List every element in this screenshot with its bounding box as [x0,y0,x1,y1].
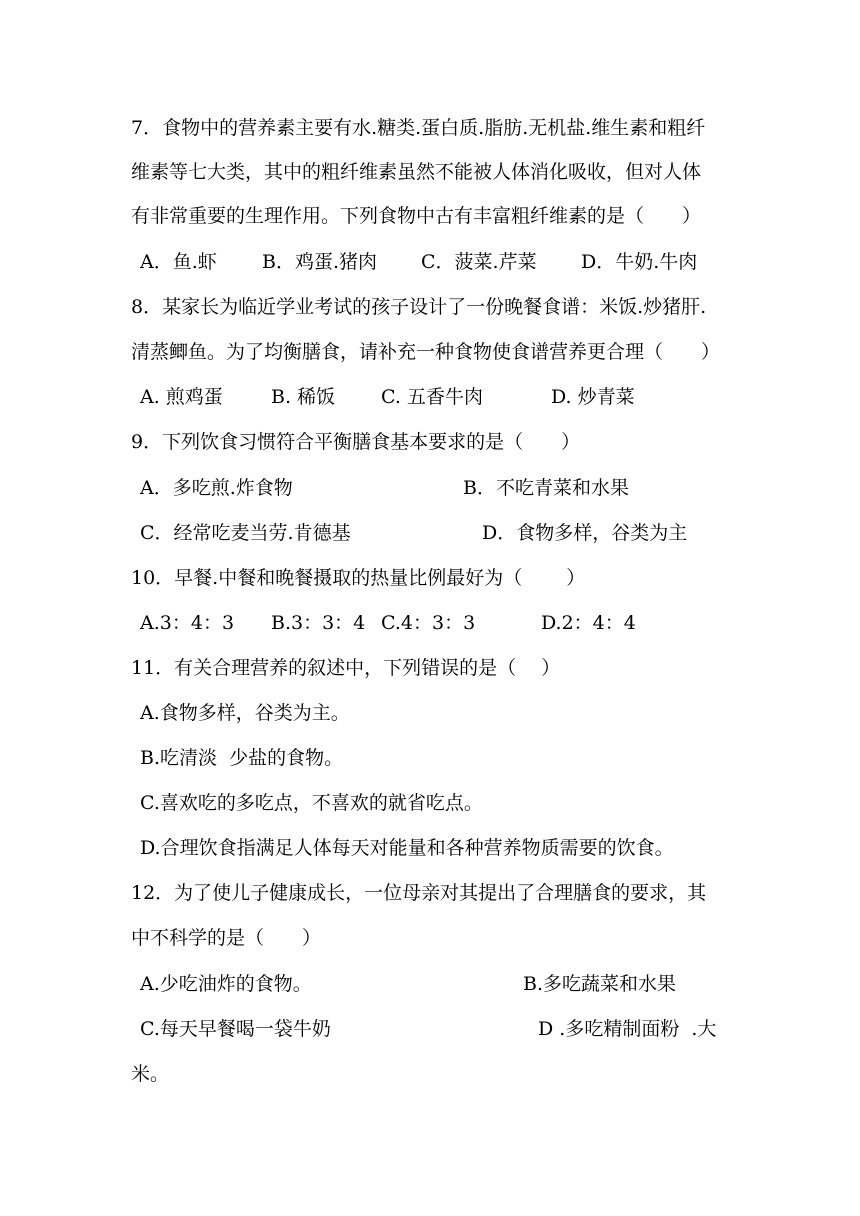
q10-option-a: A.3：4：3 [140,612,235,634]
q11-option-b: B.吃清淡 少盐的食物。 [140,747,344,769]
q8-option-a: A. 煎鸡蛋 [140,386,223,408]
q12-line-2: 中不科学的是（ ） [131,927,322,949]
q12-option-d: D .多吃精制面粉 .大 [538,1018,717,1040]
q10-option-d: D.2：4：4 [541,612,636,634]
q8-option-b: B. 稀饭 [271,386,336,408]
q7-option-c: C．菠菜.芹菜 [421,251,537,273]
q9-option-b: B．不吃青菜和水果 [463,477,629,499]
q8-line-1: 8．某家长为临近学业考试的孩子设计了一份晚餐食谱：米饭.炒猪肝. [131,296,707,318]
q7-line-2: 维素等七大类，其中的粗纤维素虽然不能被人体消化吸收，但对人体 [131,161,702,183]
q11-option-d: D.合理饮食指满足人体每天对能量和各种营养物质需要的饮食。 [140,837,674,859]
q9-option-a: A．多吃煎.炸食物 [140,477,293,499]
q7-line-1: 7．食物中的营养素主要有水.糖类.蛋白质.脂肪.无机盐.维生素和粗纤 [131,117,706,139]
q12-line-1: 12．为了使儿子健康成长，一位母亲对其提出了合理膳食的要求，其 [131,882,707,904]
q9-option-c: C．经常吃麦当劳.肯德基 [140,522,351,544]
q12-continuation: 米。 [131,1063,170,1085]
q7-option-d: D．牛奶.牛肉 [581,251,698,273]
q10-line-1: 10．早餐.中餐和晚餐摄取的热量比例最好为（ ） [131,567,586,589]
q11-option-c: C.喜欢吃的多吃点，不喜欢的就省吃点。 [140,792,483,814]
q9-option-d: D．食物多样，谷类为主 [482,522,688,544]
q10-option-b: B.3：3：4 [271,612,366,634]
q11-line-1: 11．有关合理营养的叙述中，下列错误的是（ ） [131,657,561,679]
q9-line-1: 9．下列饮食习惯符合平衡膳食基本要求的是（ ） [131,431,581,453]
q7-line-3: 有非常重要的生理作用。下列食物中古有丰富粗纤维素的是（ ） [131,205,702,227]
q11-option-a: A.食物多样，谷类为主。 [140,702,350,724]
q10-option-c: C.4：3：3 [381,612,476,634]
q7-option-b: B．鸡蛋.猪肉 [262,251,378,273]
q7-option-a: A．鱼.虾 [140,251,217,273]
q12-option-a: A.少吃油炸的食物。 [140,973,312,995]
q8-option-d: D. 炒青菜 [551,386,635,408]
q12-option-b: B.多吃蔬菜和水果 [523,973,677,995]
q8-option-c: C. 五香牛肉 [381,386,483,408]
q12-option-c: C.每天早餐喝一袋牛奶 [140,1018,331,1040]
q8-line-2: 清蒸鲫鱼。为了均衡膳食，请补充一种食物使食谱营养更合理（ ） [131,341,721,363]
